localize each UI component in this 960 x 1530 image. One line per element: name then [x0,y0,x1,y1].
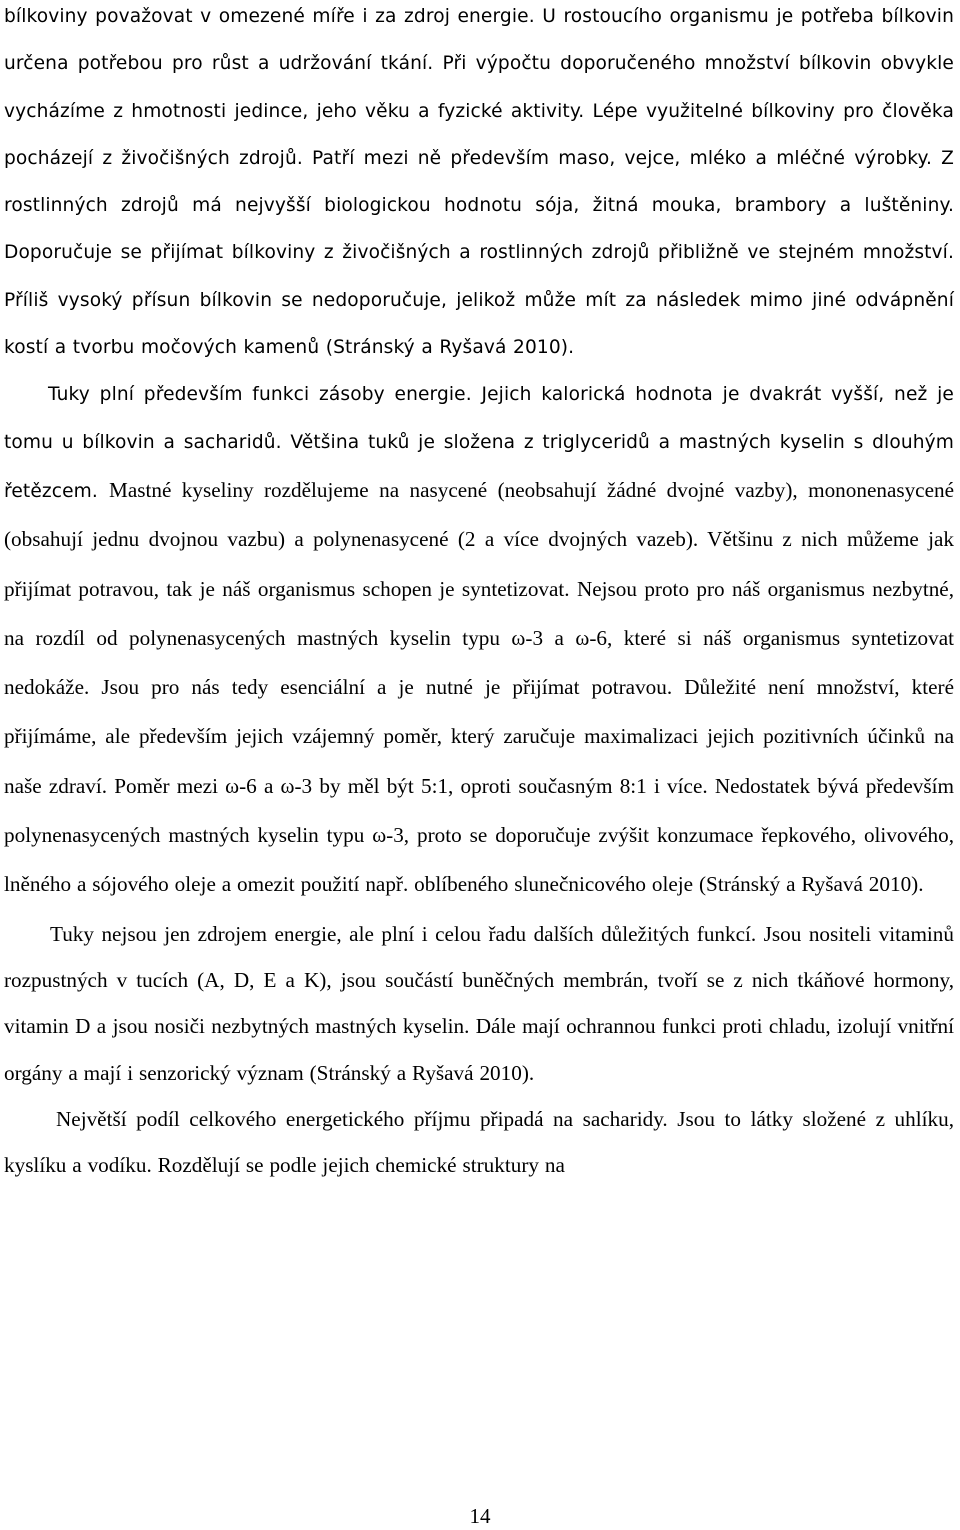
paragraph-fat-functions [4,911,954,1096]
paragraph-text-serif: Mastné kyseliny rozdělujeme na nasycené (neobsahují žádné dvojné vazby), mononenasycené (obsahují jednu dvojnou vazbu) a polynenasycené (2 a více dvojných vazeb). Většinu z nich můžeme jak přijímat potravou, tak je náš organismus schopen je syntetizovat. Nejsou proto pro náš organismus nezbytné, na rozdíl od polynenasycených mastných kyselin typu ω-3 a ω-6, které si náš organismus syntetizovat nedokáže. Jsou pro nás tedy esenciální a je nutné je přijímat potravou. Důležité není množství, které přijímáme, ale především jejich vzájemný poměr, který zaručuje maximalizaci jejich pozitivních účinků na naše zdraví. Poměr mezi ω-6 a ω-3 by měl být 5:1, oproti současným 8:1 i více. Nedostatek bývá především polynenasycených mastných kyselin typu ω-3, proto se doporučuje zvýšit konzumace řepkového, olivového, lněného a sójového oleje a omezit použití např. oblíbeného slunečnicového oleje (Stránský a Ryšavá 2010). [4,477,954,897]
paragraph-text: Největší podíl celkového energetického příjmu připadá na sacharidy. Jsou to látky složené z uhlíku, kyslíku a vodíku. Rozdělují se podle jejich chemické struktury na [4,1106,954,1178]
paragraph-text-sans: Tuky plní především funkci zásoby energie. Jejich kalorická hodnota je dvakrát vyšší, než je tomu u bílkovin a sacharidů. Většina tuků je složena z triglyceridů a mastných kyselin s dlouhým řetězcem. [4,384,954,502]
page-number: 14 [469,1504,491,1528]
document-page [4,0,954,1188]
paragraph-proteins [4,0,954,372]
paragraph-fats [4,372,954,910]
paragraph-text: Tuky nejsou jen zdrojem energie, ale plní i celou řadu dalších důležitých funkcí. Jsou nositeli vitaminů rozpustných v tucích (A, D, E a K), jsou součástí buněčných membrán, tvoří se z nich tkáňové hormony, vitamin D a jsou nosiči nezbytných mastných kyselin. Dále mají ochrannou funkci proti chladu, izolují vnitřní orgány a mají i senzorický význam (Stránský a Ryšavá 2010). [4,921,954,1085]
paragraph-text: bílkoviny považovat v omezené míře i za zdroj energie. U rostoucího organismu je potřeba bílkovin určena potřebou pro růst a udržování tkání. Při výpočtu doporučeného množství bílkovin obvykle vycházíme z hmotnosti jedince, jeho věku a fyzické aktivity. Lépe využitelné bílkoviny pro člověka pocházejí z živočišných zdrojů. Patří mezi ně především maso, vejce, mléko a mléčné výrobky. Z rostlinných zdrojů má nejvyšší biologickou hodnotu sója, žitná mouka, brambory a luštěniny. Doporučuje se přijímat bílkoviny z živočišných a rostlinných zdrojů přibližně ve stejném množství. Příliš vysoký přísun bílkovin se nedoporučuje, jelikož může mít za následek mimo jiné odvápnění kostí a tvorbu močových kamenů (Stránský a Ryšavá 2010). [4,6,954,359]
paragraph-carbohydrates [4,1096,954,1189]
